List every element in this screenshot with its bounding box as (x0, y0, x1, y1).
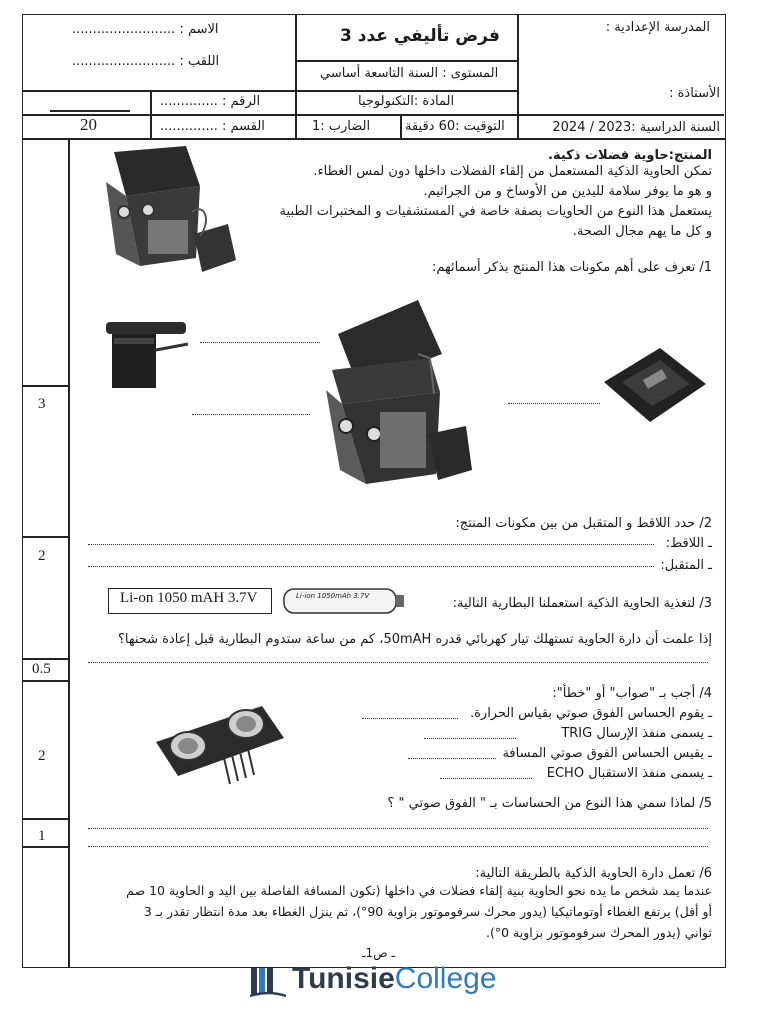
score-divider (22, 680, 69, 682)
intro-line: و هو ما يوفر سلامة لليدين من الأوساخ و من الجراثيم. (423, 184, 712, 199)
header-divider (22, 90, 519, 92)
q6-line: ثواني (يدور المحرك سرفوموتور بزاوية 0°). (486, 925, 712, 940)
q5-question: 5/ لماذا سمي هذا النوع من الحساسات بـ " الفوق صوتي " ؟ (387, 796, 712, 811)
score-divider (22, 846, 69, 848)
student-number-field[interactable]: الرقم : .............. (160, 94, 261, 109)
intro-line: و كل ما يهم مجال الصحة. (572, 224, 712, 239)
product-title: المنتج:حاوية فضلات ذكية. (548, 148, 712, 163)
student-surname-field[interactable]: اللقب : ......................... (72, 54, 220, 69)
answer-line (200, 342, 320, 343)
battery-print: Li-ion 1050mAh 3.7V (296, 592, 370, 600)
student-class-field[interactable]: القسم : .............. (160, 119, 265, 134)
school-name: المدرسة الإعدادية : (605, 20, 710, 35)
battery-image (282, 586, 410, 616)
subject: المادة :التكنولوجيا (358, 94, 455, 109)
q3-answer-line[interactable] (88, 662, 708, 663)
coefficient: الضارب :1 (312, 119, 371, 134)
smart-bin-open-image (318, 294, 478, 490)
q5-score: 1 (38, 828, 46, 844)
teacher-name: الأستاذة : (669, 86, 720, 101)
sensor-label: ـ اللاقط: (665, 536, 712, 551)
score-divider (22, 818, 69, 820)
header-divider (150, 90, 152, 140)
servo-motor-image (104, 310, 190, 392)
battery-spec: Li-on 1050 mAH 3.7V (120, 590, 258, 606)
score-divider (22, 385, 69, 387)
q4-score: 2 (38, 748, 46, 764)
q6-line: أو أقل) يرتفع الغطاء أوتوماتيكيا (يدور محرك سرفوموتور بزاوية 90°)، ثم ينزل الغطاء بعد مدة انتظار تقدر بـ 3 (143, 904, 712, 919)
q4-item: ـ يقيس الحساس الفوق صوتي المسافة (502, 746, 712, 761)
q4-item: ـ يسمى منفذ الإرسال TRIG (561, 726, 712, 741)
score-divider (22, 536, 69, 538)
page-number: ـ ص1ـ (362, 946, 395, 960)
q6-line: عندما يمد شخص ما يده نحو الحاوية بنية إلقاء فضلات في داخلها (تكون المسافة الفاصلة بين اليد و الحاوية 10 صم (126, 883, 712, 898)
q4-question: 4/ أجب بـ "صواب" أو "خطأ": (552, 686, 712, 701)
header-divider (22, 114, 724, 116)
score-divider (22, 658, 69, 660)
brand-logo (292, 962, 497, 996)
q5-answer-line[interactable] (88, 846, 708, 847)
answer-line (508, 403, 600, 404)
intro-line: يستعمل هذا النوع من الحاويات بصفة خاصة في المستشفيات و المختبرات الطبية (279, 204, 712, 219)
sensor-answer-line[interactable] (88, 544, 654, 545)
ultrasonic-sensor-image (152, 700, 288, 788)
brand-name-part: Tunisie (292, 962, 395, 995)
q4-answer-line[interactable] (362, 718, 458, 719)
exam-title: فرض تأليفي عدد 3 (340, 26, 500, 46)
header-divider (295, 60, 519, 62)
q4-answer-line[interactable] (408, 758, 496, 759)
smart-bin-image (96, 142, 241, 284)
q3-subquestion: إذا علمت أن دارة الحاوية تستهلك تيار كهربائي قدره 50mAH، كم من ساعة ستدوم البطارية قبل إعادة شحنها؟ (117, 632, 712, 647)
duration: التوقيت :60 دقيقة (405, 119, 505, 134)
q4-item: ـ يسمى منفذ الاستقبال ECHO (546, 766, 712, 781)
q4-item: ـ يقوم الحساس الفوق صوتي بقياس الحرارة. (469, 706, 712, 721)
actuator-label: ـ المتقبل: (660, 558, 712, 573)
grade-total: 20 (80, 115, 97, 134)
answer-line (192, 414, 310, 415)
actuator-answer-line[interactable] (88, 566, 654, 567)
score-column-border (68, 138, 70, 968)
q2-score: 2 (38, 548, 46, 564)
grade-line (50, 110, 130, 112)
q2-question: 2/ حدد اللاقط و المتقبل من بين مكونات المنتج: (455, 516, 712, 531)
brand-name-part: College (394, 962, 497, 995)
q5-answer-line[interactable] (88, 828, 708, 829)
q3-question: 3/ لتغذية الحاوية الذكية استعملنا البطارية التالية: (452, 596, 712, 611)
header-divider (400, 114, 402, 140)
school-year: السنة الدراسية :2023 / 2024 (552, 120, 720, 135)
header-divider (517, 14, 519, 140)
arduino-board-image (600, 344, 710, 426)
level: المستوى : السنة التاسعة أساسي (320, 66, 499, 81)
q3-score: 0.5 (32, 661, 51, 677)
q1-question: 1/ تعرف على أهم مكونات هذا المنتج بذكر أسمائهم: (432, 260, 712, 275)
q6-question: 6/ تعمل دارة الحاوية الذكية بالطريقة التالية: (475, 866, 712, 881)
q4-answer-line[interactable] (440, 778, 532, 779)
intro-line: تمكن الحاوية الذكية المستعمل من إلقاء الفضلات داخلها دون لمس الغطاء. (313, 164, 712, 179)
book-logo-icon (248, 966, 288, 1000)
q1-score: 3 (38, 396, 46, 412)
header-divider (295, 14, 297, 140)
student-name-field[interactable]: الاسم : ......................... (72, 22, 219, 37)
q4-answer-line[interactable] (424, 738, 516, 739)
